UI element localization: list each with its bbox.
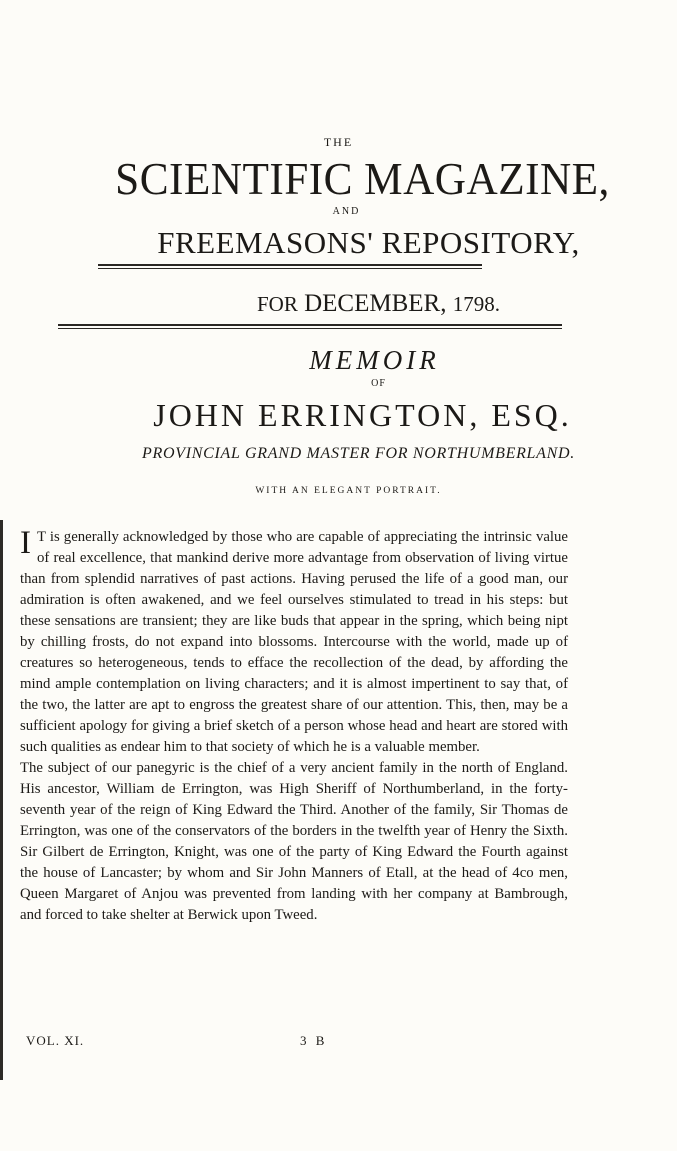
issue-date	[40, 290, 677, 318]
portrait-note: WITH AN ELEGANT PORTRAIT.	[255, 486, 442, 496]
paragraph-2: The subject of our panegyric is the chief of a very ancient family in the north of England. His ancestor, William de Errington, was High Sheriff of Northumberland, in the forty-seventh year of the reign of King Edward the Third. Another of the family, Sir Thomas de Errington, was one of the conservators of the borders in the twelfth year of Henry the Sixth. Sir Gilbert de Errington, Knight, was one of the party of King Edward the Fourth against the house of Lancaster; by whom and Sir John Manners of Etall, at the head of 4co men, Queen Margaret of Anjou was prevented from landing with her company at Bambrough, and forced to take shelter at Berwick upon Tweed.	[20, 760, 568, 923]
title-rule-thick	[98, 264, 482, 266]
magazine-title: SCIENTIFIC MAGAZINE,	[115, 153, 610, 204]
issue-year: 1798.	[452, 292, 500, 316]
title-rule-thin	[98, 268, 482, 269]
date-rule-thin	[58, 328, 562, 329]
subject-office: PROVINCIAL GRAND MASTER FOR NORTHUMBERLAND.	[142, 445, 575, 462]
issue-for-word: FOR	[257, 292, 298, 316]
paragraph-1	[20, 527, 568, 758]
memoir-of: OF	[371, 378, 386, 389]
date-rule-thick	[58, 324, 562, 326]
title-article: THE	[323, 135, 354, 149]
subject-name: JOHN ERRINGTON, ESQ.	[153, 397, 572, 433]
title-conjunction: AND	[332, 206, 361, 217]
drop-cap: I	[20, 525, 31, 561]
signature-mark: 3 B	[300, 1033, 328, 1048]
issue-month: DECEMBER,	[304, 290, 447, 317]
memoir-heading: MEMOIR	[309, 345, 440, 375]
volume-number: VOL. XI.	[26, 1033, 85, 1048]
page-binding-edge	[0, 520, 3, 1080]
article-body	[20, 527, 568, 926]
magazine-subtitle: FREEMASONS' REPOSITORY,	[157, 225, 580, 260]
paragraph-1-text: T is generally acknowledged by those who are capable of appreciating the intrinsic value of real excellence, that mankind derive more advantage from observation of living virtue than from splendid narratives of past actions. Having perused the life of a good man, our admiration is often awakened, and we feel ourselves stimulated to tread in his steps: but these sensations are transient; they are like buds that appear in the spring, which being nipt by chilling frosts, do not expand into blossoms. Intercourse with the world, made up of creatures so heterogeneous, tends to efface the recollection of the dead, by affording the mind ample contemplation on living characters; and it is almost impertinent to say that, of the two, the latter are apt to engross the greatest share of our attention. This, then, may be a sufficient apology for giving a brief sketch of a person whose head and heart are stored with such qualities as endear him to that society of which he is a valuable member.	[20, 529, 568, 755]
